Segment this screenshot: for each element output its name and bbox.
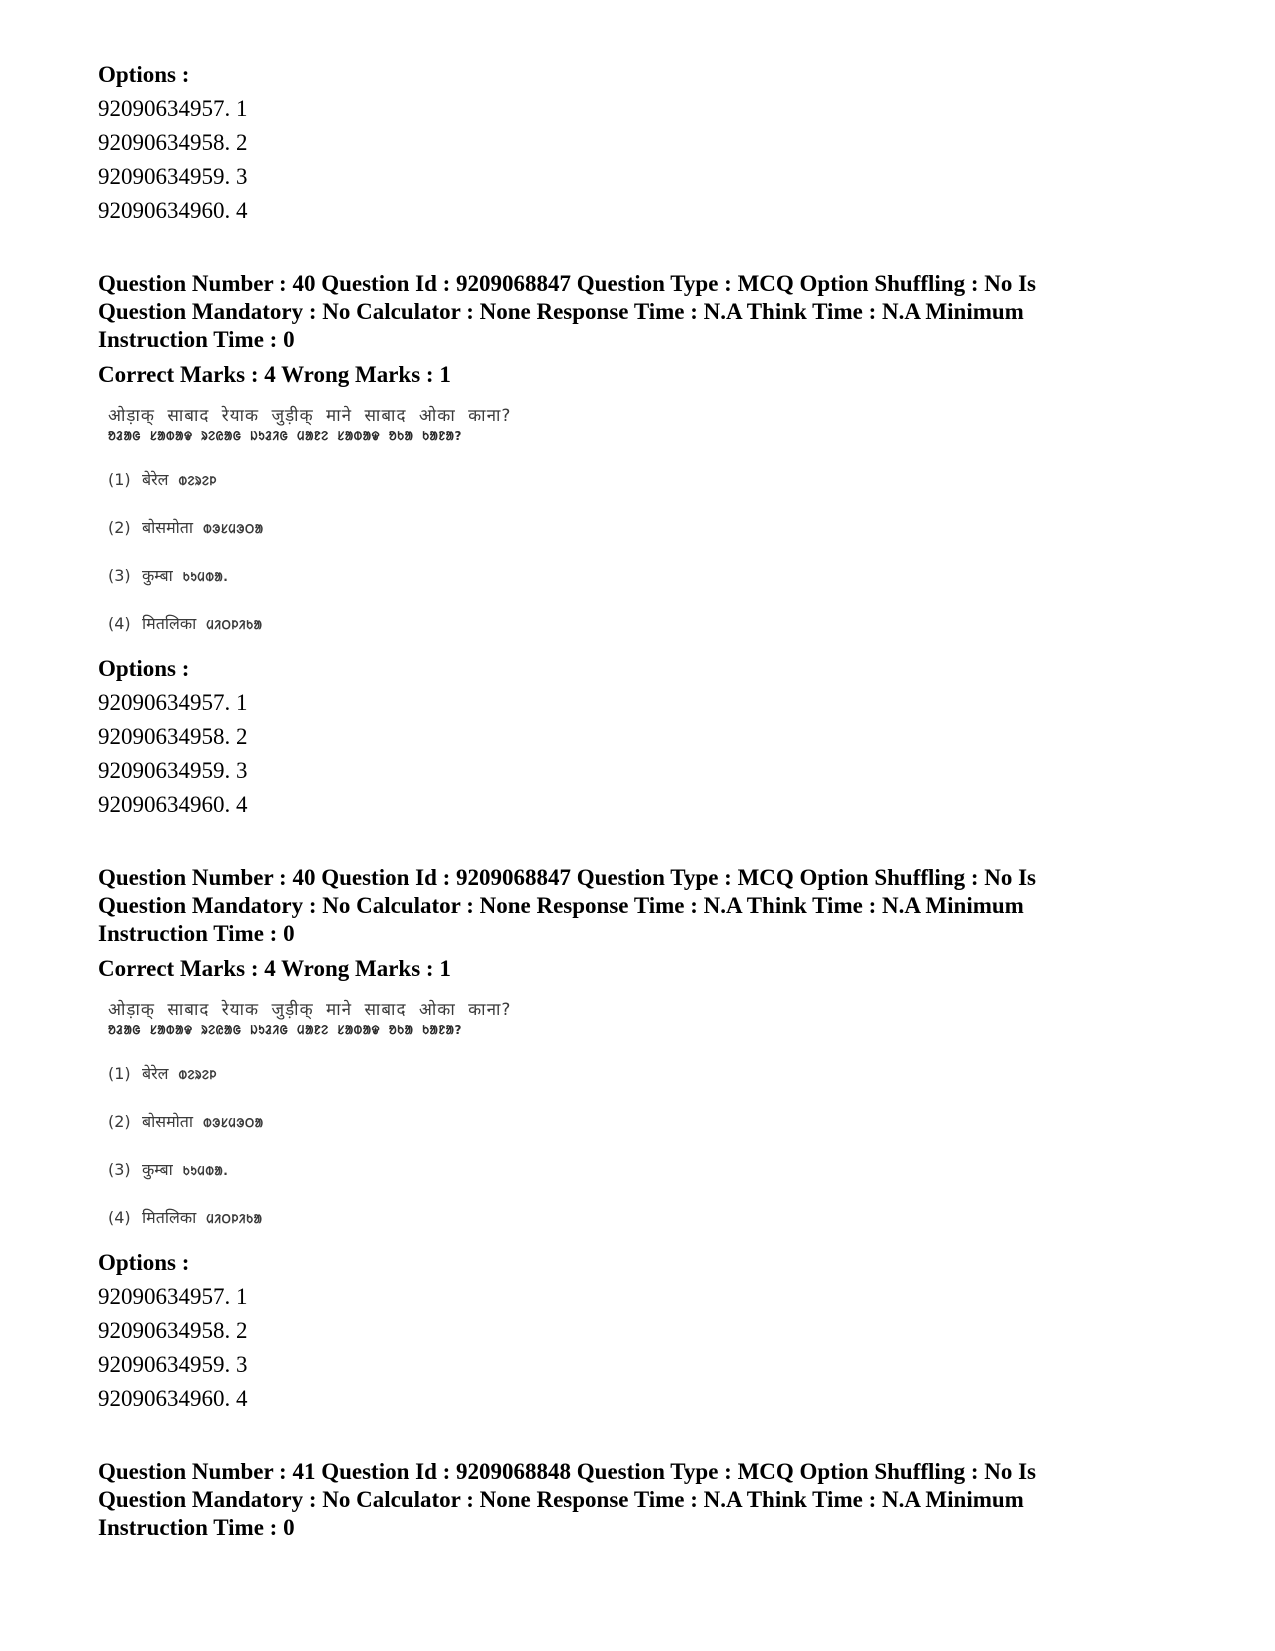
answer-choice bbox=[108, 1207, 538, 1230]
options-label: Options : bbox=[98, 656, 190, 681]
answer-choice bbox=[108, 1159, 538, 1182]
answer-choice bbox=[108, 517, 538, 540]
option-item: 92090634957. 1 bbox=[98, 690, 248, 715]
choice-number: (2) bbox=[108, 1112, 131, 1131]
choice-number: (3) bbox=[108, 1160, 131, 1179]
choice-devanagari: कुम्बा bbox=[142, 1160, 173, 1179]
question-header bbox=[98, 270, 1188, 354]
choice-olchiki: ᱵᱳᱥᱢᱳᱛᱟ bbox=[203, 1116, 264, 1130]
question-header-line: Question Mandatory : No Calculator : None Response Time : N.A Think Time : N.A Minimum bbox=[98, 1487, 1024, 1512]
choice-devanagari: बोसमोता bbox=[142, 1112, 194, 1131]
answer-choice bbox=[108, 1111, 538, 1134]
choice-olchiki: ᱠᱩᱢᱵᱟ. bbox=[182, 570, 229, 584]
choice-olchiki: ᱢᱤᱛᱞᱤᱠᱟ bbox=[206, 1212, 263, 1226]
choice-olchiki: ᱵᱳᱥᱢᱳᱛᱟ bbox=[203, 522, 264, 536]
option-item: 92090634958. 2 bbox=[98, 130, 248, 155]
choice-number: (4) bbox=[108, 1208, 131, 1227]
choice-olchiki: ᱠᱩᱢᱵᱟ. bbox=[182, 1164, 229, 1178]
question-text-devanagari: ओड़ाक् साबाद रेयाक जुड़ीक् माने साबाद ओका काना? bbox=[108, 1000, 512, 1020]
answer-choice bbox=[108, 565, 538, 588]
choice-devanagari: बेरेल bbox=[142, 470, 169, 489]
question-header-line: Question Mandatory : No Calculator : None Response Time : N.A Think Time : N.A Minimum bbox=[98, 299, 1024, 324]
choice-devanagari: मितलिका bbox=[142, 614, 197, 633]
choice-number: (3) bbox=[108, 566, 131, 585]
option-item: 92090634959. 3 bbox=[98, 758, 248, 783]
choice-number: (4) bbox=[108, 614, 131, 633]
choice-devanagari: बोसमोता bbox=[142, 518, 194, 537]
question-header-line: Question Number : 40 Question Id : 9209068847 Question Type : MCQ Option Shuffling : No Is bbox=[98, 865, 1037, 890]
marks-line: Correct Marks : 4 Wrong Marks : 1 bbox=[98, 362, 451, 387]
question-block bbox=[98, 1458, 1188, 1542]
question-header-line: Instruction Time : 0 bbox=[98, 921, 295, 946]
answer-choice bbox=[108, 469, 538, 492]
choice-devanagari: कुम्बा bbox=[142, 566, 173, 585]
question-header-line: Question Number : 41 Question Id : 9209068848 Question Type : MCQ Option Shuffling : No Is bbox=[98, 1459, 1037, 1484]
choice-number: (2) bbox=[108, 518, 131, 537]
choice-devanagari: बेरेल bbox=[142, 1064, 169, 1083]
question-text-olchiki: ᱚᱲᱟᱜ ᱥᱟᱵᱟᱫ ᱨᱮᱭᱟᱜ ᱡᱩᱲᱤᱜ ᱢᱟᱱᱮ ᱥᱟᱵᱟᱫ ᱚᱠᱟ ᱠᱟᱱᱟ? bbox=[108, 1023, 462, 1037]
question-block bbox=[98, 864, 1188, 1416]
option-item: 92090634960. 4 bbox=[98, 198, 248, 223]
question-header-line: Question Number : 40 Question Id : 9209068847 Question Type : MCQ Option Shuffling : No Is bbox=[98, 271, 1037, 296]
option-item: 92090634960. 4 bbox=[98, 1386, 248, 1411]
answer-choice bbox=[108, 1063, 538, 1086]
option-item: 92090634957. 1 bbox=[98, 1284, 248, 1309]
options-label: Options : bbox=[98, 62, 190, 87]
option-item: 92090634958. 2 bbox=[98, 1318, 248, 1343]
question-header-line: Instruction Time : 0 bbox=[98, 1515, 295, 1540]
option-item: 92090634958. 2 bbox=[98, 724, 248, 749]
choice-number: (1) bbox=[108, 1064, 131, 1083]
question-header-line: Question Mandatory : No Calculator : None Response Time : N.A Think Time : N.A Minimum bbox=[98, 893, 1024, 918]
question-image bbox=[108, 404, 538, 636]
choice-olchiki: ᱢᱤᱛᱞᱤᱠᱟ bbox=[206, 618, 263, 632]
option-item: 92090634957. 1 bbox=[98, 96, 248, 121]
question-image bbox=[108, 998, 538, 1230]
answer-choice bbox=[108, 613, 538, 636]
options-label: Options : bbox=[98, 1250, 190, 1275]
question-text-olchiki: ᱚᱲᱟᱜ ᱥᱟᱵᱟᱫ ᱨᱮᱭᱟᱜ ᱡᱩᱲᱤᱜ ᱢᱟᱱᱮ ᱥᱟᱵᱟᱫ ᱚᱠᱟ ᱠᱟᱱᱟ? bbox=[108, 429, 462, 443]
choice-devanagari: मितलिका bbox=[142, 1208, 197, 1227]
option-item: 92090634960. 4 bbox=[98, 792, 248, 817]
option-item: 92090634959. 3 bbox=[98, 164, 248, 189]
option-item: 92090634959. 3 bbox=[98, 1352, 248, 1377]
choice-number: (1) bbox=[108, 470, 131, 489]
question-header bbox=[98, 864, 1188, 948]
question-text-devanagari: ओड़ाक् साबाद रेयाक जुड़ीक् माने साबाद ओका काना? bbox=[108, 406, 512, 426]
choice-olchiki: ᱵᱮᱨᱮᱞ bbox=[178, 1068, 217, 1082]
question-block bbox=[98, 270, 1188, 822]
question-header-line: Instruction Time : 0 bbox=[98, 327, 295, 352]
question-header bbox=[98, 1458, 1188, 1542]
marks-line: Correct Marks : 4 Wrong Marks : 1 bbox=[98, 956, 451, 981]
top-options-block bbox=[98, 58, 1188, 228]
document-page bbox=[98, 58, 1188, 1542]
choice-olchiki: ᱵᱮᱨᱮᱞ bbox=[178, 474, 217, 488]
